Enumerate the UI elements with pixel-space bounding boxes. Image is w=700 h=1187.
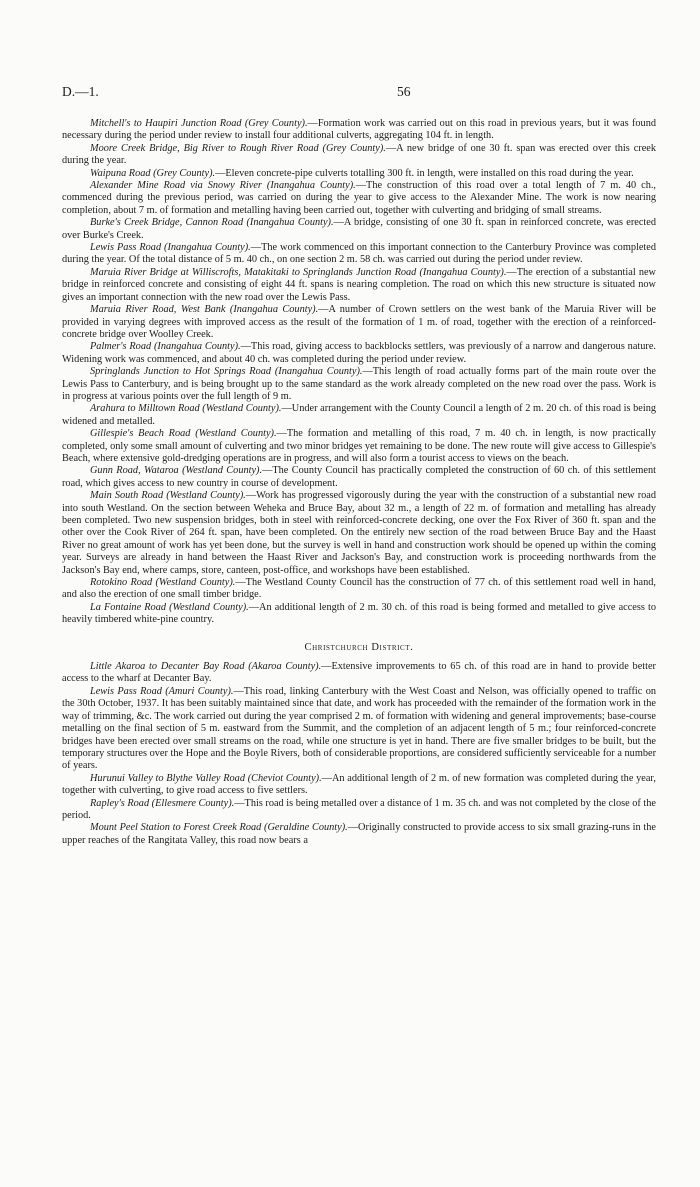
paragraph: [62, 217, 656, 242]
document-code: D.—1.: [62, 84, 99, 99]
paragraph: [62, 341, 656, 366]
paragraph-text: —This road is being metalled over a distance of 1 m. 35 ch. and was not completed by the close of the period.: [62, 797, 657, 821]
paragraph-title: La Fontaine Road (Westland County).: [90, 601, 249, 613]
paragraph: [62, 366, 656, 403]
paragraph-text: —This road, giving access to backblocks settlers, was previously of a narrow and dangerous nature. Widening work was commenced, and about 40 ch. was completed during the period under review.: [62, 341, 656, 365]
paragraph: [62, 661, 656, 686]
paragraph-title: Maruia River Road, West Bank (Inangahua County).: [90, 304, 319, 316]
paragraph-title: Alexander Mine Road via Snowy River (Inangahua County).: [90, 180, 356, 192]
paragraph-text: —This road, linking Canterbury with the West Coast and Nelson, was officially opened to traffic on the 30th October, 1937. It has been suitably maintained since that date, and work has proceeded with the remainder of the formation work in the way of trimming, &c. The work carried out during the year comprised 2 m. of formation with widening and general improvements; base-course metalling on the final section of 5 m. eastward from the Summit, and the completion of an adjacent length of 5 m.; four reinforced-concrete bridges have been erected over small streams on the road, while one structure is yet in hand. There are five smaller bridges to be built, but the temporary structures over the Hope and the Boyle Rivers, both of considerable proportions, are considered sufficiently serviceable for a number of years.: [62, 685, 656, 772]
paragraph: [62, 773, 656, 798]
paragraph-text: —Eleven concrete-pipe culverts totalling 300 ft. in length, were installed on this road during the year.: [215, 167, 634, 179]
paragraph-title: Moore Creek Bridge, Big River to Rough River Road (Grey County).: [90, 142, 386, 154]
paragraph-title: Main South Road (Westland County).: [90, 490, 246, 502]
paragraph-text: —The formation and metalling of this road, 7 m. 40 ch. in length, is now practically completed, only some small amount of culverting and two minor bridges yet remaining to be done. The new route will give access to Gillespie's Beach, where extensive gold-dredging operations are in progress, and will also form a tourist access to views on the beach.: [62, 428, 656, 464]
paragraph-title: Rapley's Road (Ellesmere County).: [90, 797, 235, 809]
page-header: [62, 84, 660, 106]
christchurch-section: [62, 661, 656, 847]
paragraph-text: —A new bridge of one 30 ft. span was erected over this creek during the year.: [62, 142, 656, 167]
paragraph-title: Burke's Creek Bridge, Cannon Road (Inangahua County).: [90, 217, 334, 229]
paragraph-text: —An additional length of 2 m. 30 ch. of this road is being formed and metalled to give access to heavily timbered white-pine country.: [62, 601, 656, 626]
paragraph: [62, 822, 656, 847]
paragraph: [62, 143, 656, 168]
paragraph-title: Lewis Pass Road (Amuri County).: [90, 685, 234, 697]
paragraph-title: Gunn Road, Wataroa (Westland County).: [90, 465, 263, 477]
paragraph-text: —The work commenced on this important connection to the Canterbury Province was completed during the year. Of the total distance of 5 m. 40 ch., on one section 2 m. 58 ch. was carried out during the period under review.: [62, 242, 657, 266]
paragraph-title: Mitchell's to Haupiri Junction Road (Grey County).: [90, 118, 308, 129]
paragraph: [62, 602, 656, 627]
paragraph: [62, 118, 656, 143]
paragraph: [62, 403, 656, 428]
paragraph-text: —Work has progressed vigorously during the year with the construction of a substantial new road into south Westland. On the section between Weheka and Bruce Bay, about 32 m., a length of 22 m. of formation and metalling has already been completed. Two new suspension bridges, both in steel with reinforced-concrete decking, one over the Fox River of 360 ft. span and the other over the Cook River of 264 ft. span, have been completed. On the entirely new section of the road between Bruce Bay and the Haast River no great amount of work has yet been done, but the survey is well in hand and construction work should be opened up within the coming year. Surveys are already in hand between the Haast River and Jackson's Bay, and construction work is proceeding northwards from the Jackson's Bay end, where camps, store, canteen, post-office, and workshops have been established.: [62, 490, 656, 576]
paragraph-title: Palmer's Road (Inangahua County).: [90, 341, 241, 353]
paragraph-title: Lewis Pass Road (Inangahua County).: [90, 242, 251, 254]
paragraph-title: Little Akaroa to Decanter Bay Road (Akaroa County).: [90, 661, 322, 673]
paragraph: [62, 304, 656, 341]
paragraph-title: Rotokino Road (Westland County).: [90, 577, 236, 589]
paragraph-title: Waipuna Road (Grey County).: [90, 167, 216, 179]
paragraph: [62, 168, 656, 180]
paragraph-text: —Originally constructed to provide access to six small grazing-runs in the upper reaches of the Rangitata Valley, this road now bears a: [62, 822, 656, 846]
paragraph-title: Springlands Junction to Hot Springs Road (Inangahua County).: [90, 366, 363, 378]
paragraph-text: —Under arrangement with the County Council a length of 2 m. 20 ch. of this road is being widened and metalled.: [62, 403, 656, 427]
paragraph: [62, 180, 656, 217]
paragraph: [62, 242, 656, 267]
paragraph-title: Arahura to Milltown Road (Westland County).: [90, 403, 282, 415]
paragraph-text: —A bridge, consisting of one 30 ft. span in reinforced concrete, was erected over Burke's Creek.: [62, 217, 656, 241]
paragraph: [62, 465, 656, 490]
paragraph: [62, 798, 656, 823]
paragraph: [62, 267, 656, 304]
paragraph-title: Maruia River Bridge at Williscrofts, Matakitaki to Springlands Junction Road (Inangahua County).: [90, 266, 507, 278]
paragraph-text: —An additional length of 2 m. of new formation was completed during the year, together with culverting, to give road access to five settlers.: [62, 772, 657, 797]
paragraph-title: Gillespie's Beach Road (Westland County).: [90, 428, 277, 440]
paragraph-text: —The construction of this road over a total length of 7 m. 40 ch., commenced during the previous period, was carried on during the year to give access to the Alexander Mine. The work is now nearing completion, about 7 m. of formation and metalling having been carried out, together with culverting and bridging of small streams.: [62, 180, 656, 216]
paragraph-text: —Extensive improvements to 65 ch. of this road are in hand to provide better access to the wharf at Decanter Bay.: [62, 661, 656, 685]
paragraph-text: —A number of Crown settlers on the west bank of the Maruia River will be provided in varying degrees with improved access as the result of the formation of 1 m. of road, together with the erection of a reinforced-concrete bridge over Woolley Creek.: [62, 304, 657, 340]
district-heading: Christchurch District.: [304, 641, 414, 653]
page-number: 56: [397, 84, 411, 99]
paragraph: [62, 490, 656, 577]
westland-section: [62, 118, 656, 627]
paragraph: [62, 686, 656, 773]
paragraph-text: —The County Council has practically completed the construction of 60 ch. of this settlement road, which gives access to new country in course of development.: [62, 465, 656, 489]
document-body: [62, 118, 656, 847]
paragraph-text: —This length of road actually forms part of the main route over the Lewis Pass to Canterbury, and is being brought up to the same standard as the work already completed on the new road over the pass. Work is in progress at various points over the full length of 9 m.: [62, 366, 656, 402]
paragraph-text: —The erection of a substantial new bridge in reinforced concrete and consisting of eight 44 ft. spans is nearing completion. The road on which this new structure is situated now gives an important connection with the new road over the Lewis Pass.: [62, 266, 656, 303]
paragraph-title: Hurunui Valley to Blythe Valley Road (Cheviot County).: [90, 772, 322, 784]
paragraph: [62, 577, 656, 602]
paragraph-text: —The Westland County Council has the construction of 77 ch. of this settlement road well in hand, and also the erection of one small timber bridge.: [62, 577, 656, 601]
paragraph: [62, 428, 656, 465]
paragraph-title: Mount Peel Station to Forest Creek Road (Geraldine County).: [90, 822, 348, 834]
paragraph-text: —Formation work was carried out on this road in previous years, but it was found necessary during the period under review to install four additional culverts, aggregating 104 ft. in length.: [62, 118, 656, 142]
